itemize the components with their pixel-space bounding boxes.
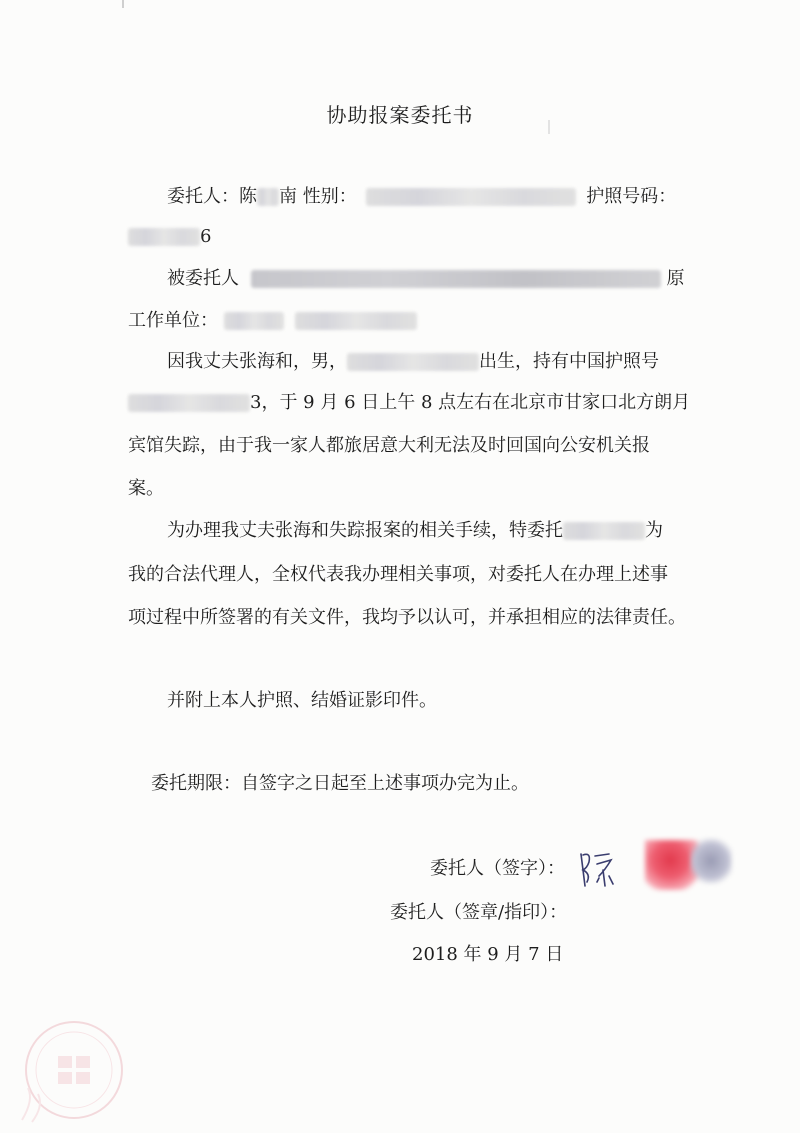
seal-label: 委托人（签章/指印）： — [390, 902, 568, 923]
signature-label: 委托人（签字）： — [430, 858, 565, 879]
para2-line2: 我的合法代理人，全权代表我办理相关事项，对委托人在办理上述事 — [128, 564, 668, 585]
para2-line3: 项过程中所签署的有关文件，我均予以认可，并承担相应的法律责任。 — [128, 607, 686, 628]
scan-edge-mark — [122, 0, 124, 8]
para1-text-a: 因我丈夫张海和，男， — [167, 351, 347, 372]
redacted-husband-passport — [128, 394, 250, 412]
gender-label: 性别： — [302, 186, 357, 207]
document-date: 2018 年 9 月 7 日 — [412, 944, 564, 965]
redacted-name — [257, 188, 279, 206]
work-unit-line — [128, 308, 417, 334]
redacted-work-unit-a — [224, 312, 284, 330]
redacted-work-unit-b — [295, 312, 417, 330]
para2-line1 — [167, 518, 663, 544]
para2-text-b: 为 — [645, 520, 663, 541]
watermark-seal — [14, 1010, 134, 1130]
para1-line4: 案。 — [128, 478, 164, 499]
passport-label: 护照号码： — [586, 186, 677, 207]
para2-text-a: 为办理我丈夫张海和失踪报案的相关手续，特委托 — [167, 520, 563, 541]
validity-period: 委托期限：自签字之日起至上述事项办完为止。 — [151, 773, 529, 794]
work-unit-label: 工作单位： — [128, 310, 218, 331]
agent-line — [167, 266, 684, 292]
principal-label: 委托人：陈 — [167, 186, 257, 207]
para1-text-b: 出生，持有中国护照号 — [479, 351, 659, 372]
para1-line2 — [128, 390, 690, 416]
principal-line — [167, 184, 676, 210]
seal-icon — [14, 1010, 134, 1130]
attachment-note: 并附上本人护照、结婚证影印件。 — [167, 690, 437, 711]
redacted-agent-name — [563, 522, 645, 540]
document-title: 协助报案委托书 — [326, 103, 474, 127]
redacted-signature-tail — [690, 838, 732, 884]
redacted-passport-number — [128, 228, 200, 246]
passport-tail: 6 — [200, 226, 212, 247]
passport-line — [128, 224, 211, 250]
agent-tail: 原 — [666, 268, 685, 289]
para1-text-c: 3，于 9 月 6 日上午 8 点左右在北京市甘家口北方朗月 — [250, 392, 691, 413]
para1-line1 — [167, 349, 659, 375]
redacted-agent-info — [251, 270, 661, 288]
redacted-birth-date — [347, 353, 479, 371]
para1-line3: 宾馆失踪，由于我一家人都旅居意大利无法及时回国向公安机关报 — [128, 435, 650, 456]
principal-name-tail: 南 — [279, 186, 297, 207]
redacted-gender-info — [366, 188, 576, 206]
agent-label: 被委托人 — [167, 268, 239, 289]
